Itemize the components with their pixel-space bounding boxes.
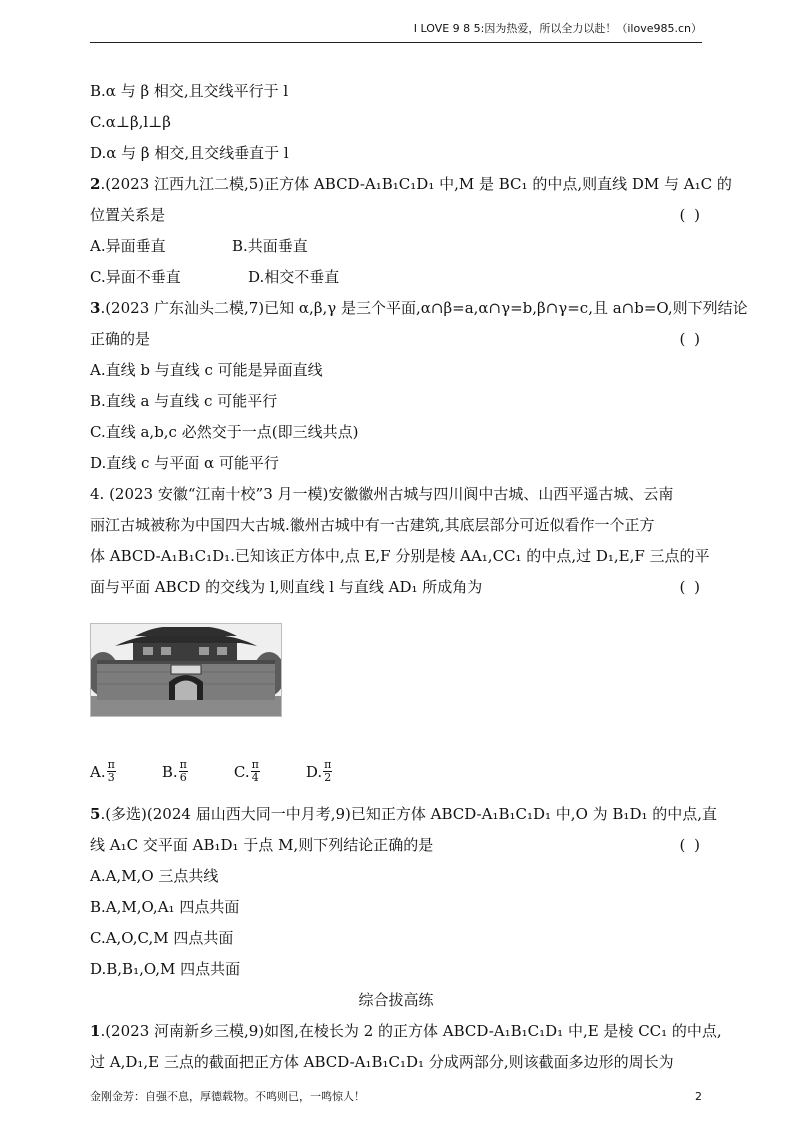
q3-stem-line2 [90, 324, 702, 355]
page-header: I LOVE 9 8 5:因为热爱，所以全力以赴！（ilove985.cn） [90, 20, 702, 43]
q4-option-b-numerator: π [179, 758, 187, 771]
q4-option-d-denominator: 2 [324, 771, 332, 784]
q2-answer-paren: ( ) [679, 206, 702, 224]
q5-stem-line2 [90, 830, 702, 861]
q3-option-b: B.直线 a 与直线 c 可能平行 [90, 392, 278, 410]
q4-option-b-denominator: 6 [179, 771, 187, 784]
q3-answer-paren: ( ) [679, 330, 702, 348]
q4-stem-line3: 体 ABCD-A₁B₁C₁D₁.已知该正方体中,点 E,F 分别是棱 AA₁,CC₁ 的中点,过 D₁,E,F 三点的平 [90, 547, 710, 565]
q2-stem-line1 [90, 169, 732, 200]
q4-option-a-fraction [107, 759, 116, 784]
q4-option-b [162, 759, 188, 784]
ancient-building-photo [90, 623, 282, 717]
page-content [90, 76, 748, 1078]
q2-option-d: D.相交不垂直 [248, 268, 340, 286]
q4-stem-line4 [90, 572, 702, 603]
s1-stem-line2: 过 A,D₁,E 三点的截面把正方体 ABCD-A₁B₁C₁D₁ 分成两部分,则该截面多边形的周长为 [90, 1053, 674, 1071]
q3-number: 3 [90, 299, 101, 317]
page-footer [90, 1088, 702, 1106]
q2-stem-line2 [90, 200, 702, 231]
q4-option-a-numerator: π [107, 758, 115, 771]
q4-option-b-fraction [179, 759, 188, 784]
q4-option-c-numerator: π [251, 758, 259, 771]
q1-option-d: D.α 与 β 相交,且交线垂直于 l [90, 144, 289, 162]
q4-option-a-denominator: 3 [107, 771, 115, 784]
q2-stem-text2: 位置关系是 [90, 206, 166, 224]
q3-option-c: C.直线 a,b,c 必然交于一点(即三线共点) [90, 423, 359, 441]
q5-answer-paren: ( ) [679, 836, 702, 854]
ancient-building-illustration [91, 624, 281, 716]
q2-option-c: C.异面不垂直 [90, 268, 181, 286]
q4-stem-line2: 丽江古城被称为中国四大古城.徽州古城中有一古建筑,其底层部分可近似看作一个正方 [90, 516, 655, 534]
q2-options-row2 [90, 262, 702, 293]
q4-option-c-label: C. [233, 762, 250, 781]
q4-option-d-numerator: π [324, 758, 332, 771]
q3-stem-line1 [90, 293, 748, 324]
q5-stem-line1 [90, 799, 718, 830]
q5-stem-text: .(多选)(2024 届山西大同一中月考,9)已知正方体 ABCD-A₁B₁C₁D₁ 中,O 为 B₁D₁ 的中点,直 [100, 805, 718, 823]
section-title: 综合拔高练 [358, 991, 434, 1009]
q4-option-d-fraction [323, 759, 332, 784]
q4-option-d [306, 759, 333, 784]
s1-number: 1 [90, 1022, 101, 1040]
q4-stem-line1: 4. (2023 安徽“江南十校”3 月一模)安徽徽州古城与四川阆中古城、山西平遥古城、云南 [90, 485, 674, 503]
q4-answer-paren: ( ) [679, 578, 702, 596]
q3-stem-text: .(2023 广东汕头二模,7)已知 α,β,γ 是三个平面,α∩β=a,α∩γ=b,β∩γ=c,且 a∩b=O,则下列结论 [100, 299, 748, 317]
q2-stem-text: .(2023 江西九江二模,5)正方体 ABCD-A₁B₁C₁D₁ 中,M 是 BC₁ 的中点,则直线 DM 与 A₁C 的 [100, 175, 732, 193]
q4-option-a-label: A. [90, 762, 106, 781]
q5-number: 5 [90, 805, 101, 823]
q4-option-b-label: B. [161, 762, 178, 781]
q2-options-row1 [90, 231, 702, 262]
q3-option-a: A.直线 b 与直线 c 可能是异面直线 [90, 361, 323, 379]
q2-option-b: B.共面垂直 [232, 237, 308, 255]
q4-option-a [90, 759, 116, 784]
footer-motto: 金刚金芳：自强不息，厚德载物。不鸣则已，一鸣惊人！ [90, 1090, 365, 1103]
q4-option-c [234, 759, 260, 784]
q2-option-a: A.异面垂直 [90, 237, 166, 255]
q2-number: 2 [90, 175, 101, 193]
q1-option-c: C.α⊥β,l⊥β [90, 113, 171, 131]
q4-option-c-denominator: 4 [251, 771, 259, 784]
q4-options [90, 759, 702, 799]
q5-stem-text2: 线 A₁C 交平面 AB₁D₁ 于点 M,则下列结论正确的是 [90, 836, 434, 854]
q5-option-a: A.A,M,O 三点共线 [90, 867, 219, 885]
q4-option-c-fraction [251, 759, 260, 784]
q4-option-d-label: D. [305, 762, 323, 781]
q3-stem-text2: 正确的是 [90, 330, 151, 348]
q5-option-b: B.A,M,O,A₁ 四点共面 [90, 898, 240, 916]
q3-option-d: D.直线 c 与平面 α 可能平行 [90, 454, 279, 472]
q5-option-c: C.A,O,C,M 四点共面 [90, 929, 234, 947]
q4-stem-text4: 面与平面 ABCD 的交线为 l,则直线 l 与直线 AD₁ 所成角为 [90, 578, 483, 596]
q1-option-b: B.α 与 β 相交,且交线平行于 l [90, 82, 289, 100]
s1-stem-text: .(2023 河南新乡三模,9)如图,在棱长为 2 的正方体 ABCD-A₁B₁C₁D₁ 中,E 是棱 CC₁ 的中点, [100, 1022, 722, 1040]
page-number: 2 [695, 1090, 702, 1103]
q5-option-d: D.B,B₁,O,M 四点共面 [90, 960, 241, 978]
s1-stem-line1 [90, 1016, 722, 1047]
